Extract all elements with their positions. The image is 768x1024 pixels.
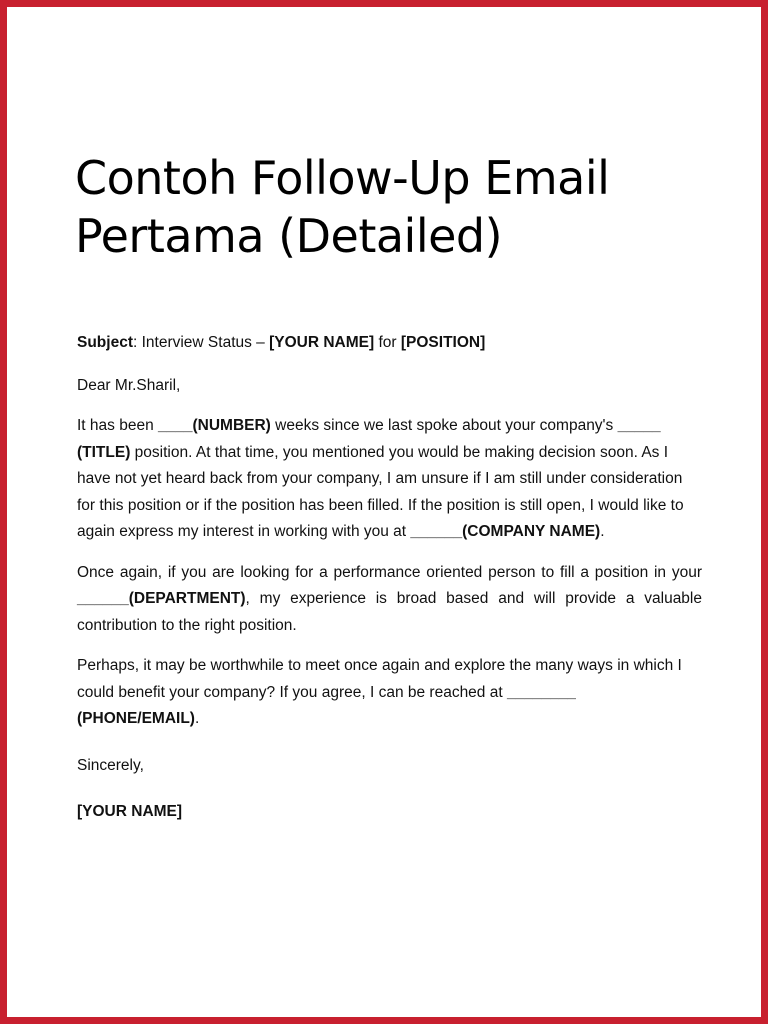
title-line-2: Pertama (Detailed) — [75, 209, 503, 263]
paragraph-1: It has been ____(NUMBER) weeks since we last spoke about your company's _____ (TITLE) position. At that time, you mentioned you would be making decision soon. As I have not yet heard back from your company, I am unsure if I am still under consideration for this position or if the position has been filled. If the position is still open, I would like to again express my interest in working with you at ______(COMPANY NAME). — [77, 417, 684, 540]
subject-line: Subject: Interview Status – [YOUR NAME] for [POSITION] — [77, 334, 486, 351]
company-placeholder: ______(COMPANY NAME) — [410, 523, 601, 540]
closing: Sincerely, — [77, 756, 144, 774]
page-title — [75, 149, 715, 265]
signature: [YOUR NAME] — [77, 803, 183, 820]
paragraph-3: Perhaps, it may be worthwhile to meet once again and explore the many ways in which I could benefit your company? If you agree, I can be reached at ________ (PHONE/EMAIL). — [77, 657, 682, 727]
contact-placeholder: ________ (PHONE/EMAIL) — [77, 683, 576, 727]
position-placeholder: [POSITION] — [400, 334, 486, 351]
department-placeholder: ______(DEPARTMENT) — [77, 590, 246, 607]
email-body — [77, 330, 702, 826]
number-placeholder: ____(NUMBER) — [158, 417, 271, 434]
paragraph-2: Once again, if you are looking for a performance oriented person to fill a position in your ______(DEPARTMENT), my experience is broad based and will provide a valuable contribution to the right position. — [77, 563, 702, 634]
title-placeholder: _____ (TITLE) — [77, 417, 661, 461]
name-placeholder: [YOUR NAME] — [269, 334, 375, 351]
title-line-1: Contoh Follow-Up Email — [75, 151, 610, 205]
salutation: Dear Mr.Sharil, — [77, 376, 181, 394]
subject-label: Subject — [77, 334, 133, 351]
